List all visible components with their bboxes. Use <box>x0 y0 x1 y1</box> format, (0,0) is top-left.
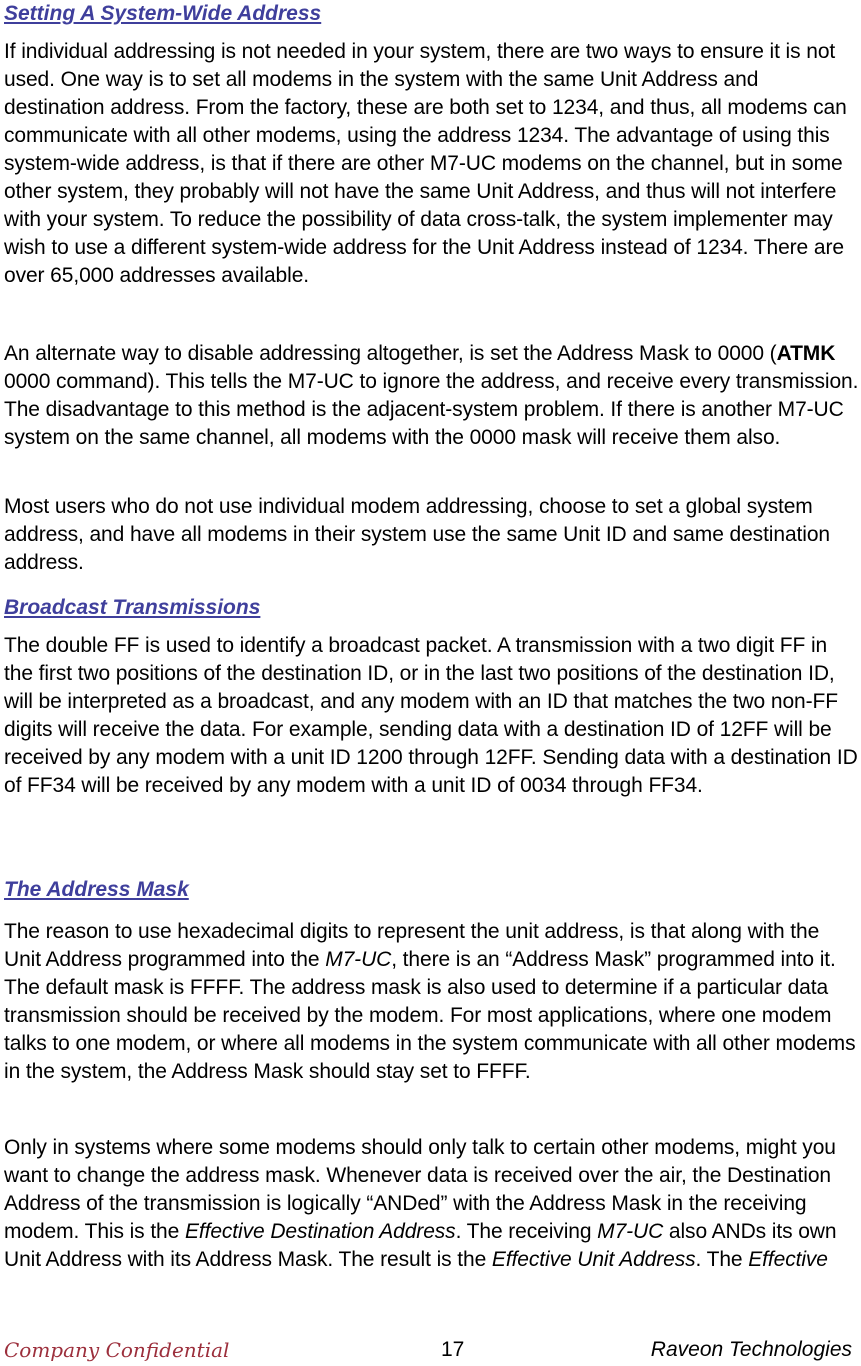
command-atmk: ATMK <box>776 342 836 365</box>
text-run: , there is an “Address Mask” programmed into it. The default mask is FFFF. The address mask is also used to determine if a particular data transmission should be received by the modem. For most applications, where one modem talks to one modem, or where all modems in the system communicate with all other modems in the system, the Address Mask should stay set to FFFF. <box>4 948 856 1083</box>
text-run: . The <box>695 1248 749 1271</box>
text-run: 0000 command). This tells the M7-UC to ignore the address, and receive every transmission. The disadvantage to this method is the adjacent-system problem. If there is another M7-UC system on the same channel, all modems with the 0000 mask will receive them also. <box>4 370 859 449</box>
italic-term: M7-UC <box>597 1220 664 1243</box>
text-run: also ANDs its own Unit Address with its Address Mask. The result is the <box>4 1220 837 1271</box>
paragraph-system-wide-1: If individual addressing is not needed in your system, there are two ways to ensure it is not used. One way is to set all modems in the system with the same Unit Address and destination address. From the factory, these are both set to 1234, and thus, all modems can communicate with all other modems, using the address 1234. The advantage of using this system-wide address, is that if there are other M7-UC modems on the channel, but in some other system, they probably will not have the same Unit Address, and thus will not interfere with your system. To reduce the possibility of data cross-talk, the system implementer may wish to use a different system-wide address for the Unit Address instead of 1234. There are over 65,000 addresses available. <box>4 40 847 287</box>
paragraph-system-wide-2 <box>4 340 860 452</box>
italic-term: Effective Unit Address <box>491 1248 696 1271</box>
italic-term: Effective <box>748 1248 828 1271</box>
heading-address-mask: The Address Mask <box>4 878 189 901</box>
footer-confidential: Company Confidential <box>4 1338 230 1362</box>
heading-broadcast-transmissions: Broadcast Transmissions <box>4 596 261 619</box>
text-run: Only in systems where some modems should only talk to certain other modems, might you want to change the address mask. Whenever data is received over the air, the Destination Address of the transmission is logically “ANDed” with the Address Mask in the receiving modem. This is the <box>4 1136 836 1243</box>
italic-term: Effective Destination Address <box>184 1220 456 1243</box>
paragraph-address-mask-2 <box>4 1134 860 1274</box>
italic-term: M7-UC <box>325 948 392 971</box>
page-number: 17 <box>441 1338 465 1361</box>
paragraph-address-mask-1 <box>4 918 860 1086</box>
heading-system-wide-address: Setting A System-Wide Address <box>4 2 322 25</box>
text-run: An alternate way to disable addressing altogether, is set the Address Mask to 0000 ( <box>4 342 777 365</box>
paragraph-system-wide-3: Most users who do not use individual modem addressing, choose to set a global system address, and have all modems in their system use the same Unit ID and same destination address. <box>4 495 830 574</box>
paragraph-broadcast: The double FF is used to identify a broadcast packet. A transmission with a two digit FF in the first two positions of the destination ID, or in the last two positions of the destination ID, will be interpreted as a broadcast, and any modem with an ID that matches the two non-FF digits will receive the data. For example, sending data with a destination ID of 12FF will be received by any modem with a unit ID 1200 through 12FF. Sending data with a destination ID of FF34 will be received by any modem with a unit ID of 0034 through FF34. <box>4 634 858 797</box>
page-footer <box>4 1336 854 1364</box>
text-run: . The receiving <box>455 1220 598 1243</box>
footer-company: Raveon Technologies <box>650 1338 852 1361</box>
text-run: The reason to use hexadecimal digits to represent the unit address, is that along with the Unit Address programmed into the <box>4 920 820 971</box>
